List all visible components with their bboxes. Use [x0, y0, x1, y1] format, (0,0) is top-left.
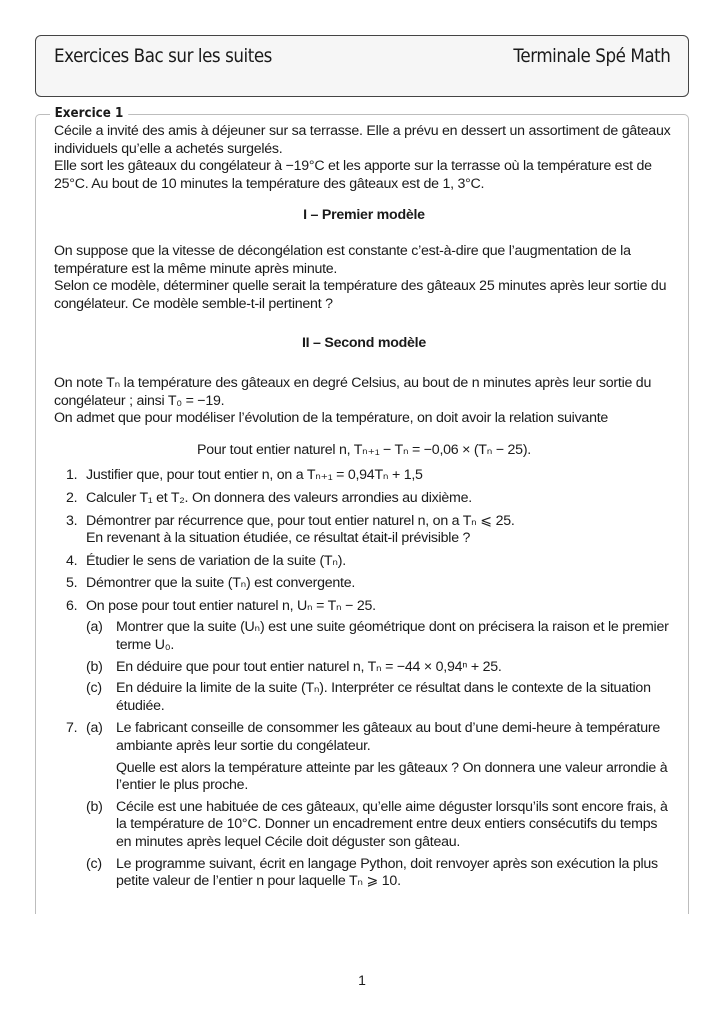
question-7a: (a) Le fabricant conseille de consommer les gâteaux au bout d’une demi-heure à température ambiante après leur sortie du congélateur. Quelle est alors la température atteinte par les gâteaux ? On donnera une valeur arrondie à l’entier le plus proche. [86, 720, 668, 794]
document-header [35, 35, 689, 97]
page-number: 1 [358, 972, 366, 988]
question-7c: (c) Le programme suivant, écrit en langage Python, doit renvoyer après son exécution la plus petite valeur de l’entier n pour laquelle Tₙ ⩾ 10. [86, 855, 658, 890]
intro-paragraph-1: Cécile a invité des amis à déjeuner sur sa terrasse. Elle a prévu en dessert un assortiment de gâteaux individuels qu’elle a achetés surgelés. [54, 123, 671, 157]
question-7: 7. (a) Le fabricant conseille de consommer les gâteaux au bout d’une demi-heure à température ambiante après leur sortie du congélateur. Quelle est alors la température atteinte par les gâteaux ? On donnera une valeur arrondie à l’entier le plus proche. (b) Cécile est une habituée de ces gâteaux, qu’elle aime déguster lorsqu’ils sont encore frais, à la température de 10°C. Donner un encadrement entre deux entiers consécutifs du temps en minutes après lequel Cécile doit déguster son gâteau. (c) Le programme suivant, écrit en langage Python, doit renvoyer après son exécution la plus petite valeur de l’entier n pour laquelle Tₙ ⩾ 10. [54, 720, 674, 890]
question-3: 3. Démontrer par récurrence que, pour tout entier naturel n, on a Tₙ ⩽ 25. En revenant à la situation étudiée, ce résultat était-il prévisible ? [66, 512, 515, 547]
question-1: 1. Justifier que, pour tout entier n, on a Tₙ₊₁ = 0,94Tₙ + 1,5 [66, 467, 423, 484]
exercise-title: Exercice 1 [50, 106, 128, 121]
question-4: 4. Étudier le sens de variation de la suite (Tₙ). [66, 552, 346, 569]
question-5: 5. Démontrer que la suite (Tₙ) est convergente. [66, 575, 356, 592]
part2-paragraph-1: On note Tₙ la température des gâteaux en degré Celsius, au bout de n minutes après leur sortie du congélateur ; ainsi T₀ = −19. [54, 374, 652, 409]
question-6a: (a) Montrer que la suite (Uₙ) est une suite géométrique dont on précisera la raison et le premier terme U₀. [86, 619, 669, 654]
part1-title: I – Premier modèle [303, 207, 425, 224]
question-6c: (c) En déduire la limite de la suite (Tₙ). Interpréter ce résultat dans le contexte de la situation étudiée. [86, 680, 651, 714]
document-title: Exercices Bac sur les suites [54, 45, 272, 67]
part1-paragraph-2: Selon ce modèle, déterminer quelle serait la température des gâteaux 25 minutes après leur sortie du congélateur. Ce modèle semble-t-il pertinent ? [54, 278, 667, 312]
question-2: 2. Calculer T₁ et T₂. On donnera des valeurs arrondies au dixième. [66, 489, 472, 506]
part2-title: II – Second modèle [301, 335, 426, 352]
question-list [54, 467, 674, 890]
intro-paragraph-2: Elle sort les gâteaux du congélateur à −19°C et les apporte sur la terrasse où la température est de 25°C. Au bout de 10 minutes la température des gâteaux est de 1, 3°C. [54, 158, 652, 192]
question-7-subparts [54, 720, 674, 890]
part2-paragraph-2: On admet que pour modéliser l’évolution de la température, on doit avoir la relation suivante [54, 410, 609, 427]
question-6-subparts [54, 619, 674, 715]
course-level: Terminale Spé Math [513, 45, 670, 67]
exercise-frame [35, 106, 689, 914]
recurrence-relation: Pour tout entier naturel n, Tₙ₊₁ − Tₙ = −0,06 × (Tₙ − 25). [196, 441, 531, 458]
question-6: 6. On pose pour tout entier naturel n, Uₙ = Tₙ − 25. (a) Montrer que la suite (Uₙ) est une suite géométrique dont on précisera la raison et le premier terme U₀. (b) En déduire que pour tout entier naturel n, Tₙ = −44 × 0,94ⁿ + 25. (c) En déduire la limite de la suite (Tₙ). Interpréter ce résultat dans le contexte de la situation étudiée. [54, 598, 674, 716]
question-6b: (b) En déduire que pour tout entier naturel n, Tₙ = −44 × 0,94ⁿ + 25. [86, 658, 502, 675]
part1-paragraph-1: On suppose que la vitesse de décongélation est constante c’est-à-dire que l’augmentation de la température est la même minute après minute. [54, 242, 631, 277]
question-7b: (b) Cécile est une habituée de ces gâteaux, qu’elle aime déguster lorsqu’ils sont encore frais, à la température de 10°C. Donner un encadrement entre deux entiers consécutifs du temps en minutes après lequel Cécile doit déguster son gâteau. [86, 798, 668, 850]
exercise-content [54, 123, 674, 896]
